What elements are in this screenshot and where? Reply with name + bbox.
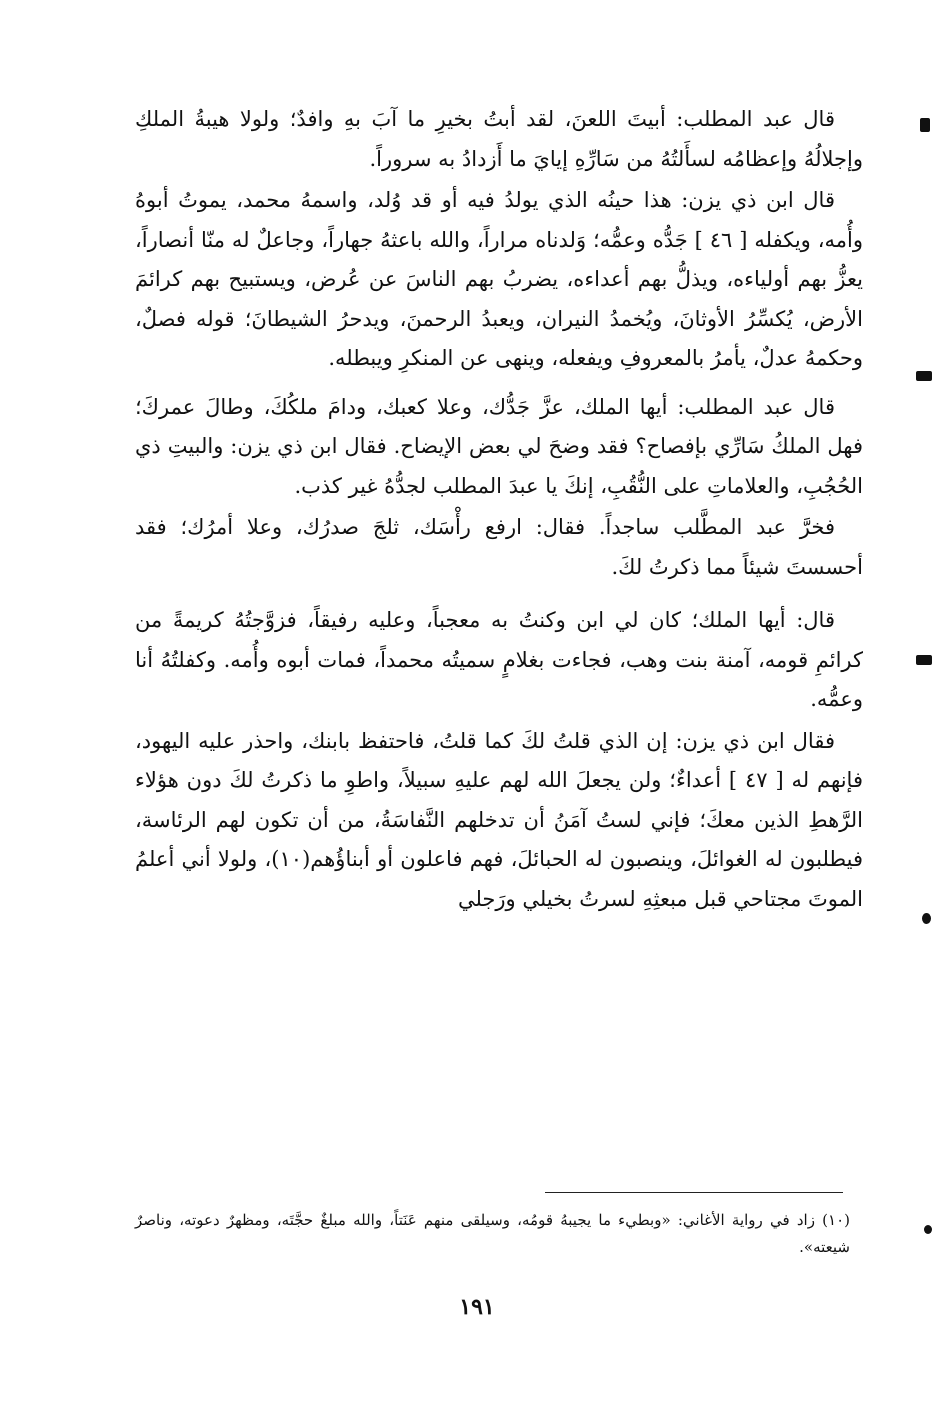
- margin-ink-mark: [924, 1225, 932, 1234]
- footnote: (١٠) زاد في رواية الأغاني: «وبطيء ما يجيبهُ قومُه، وسيلقى منهم عَنَتاً، والله مبلغٌ حجَّتَه، ومظهرٌ دعوته، وناصرٌ شيعته».: [135, 1211, 850, 1256]
- margin-ink-mark: [916, 371, 932, 381]
- page-number: ١٩١: [459, 1294, 495, 1320]
- paragraph-2: قال ابن ذي يزن: هذا حينُه الذي يولدُ فيه أو قد وُلد، واسمهُ محمد، يموتُ أبوهُ وأُمه، ويكفله [ ٤٦ ] جَدُّه وعمُّه؛ وَلدناه مراراً، والله باعثهُ جهاراً، وجاعلٌ له منّا أنصاراً، يعزُّ بهم أولياءه، ويذلُّ بهم أعداءه، يضربُ بهم الناسَ عن عُرض، ويستبيح بهم كرائمَ الأرض، يُكسِّرُ الأوثانَ، ويُخمدُ النيران، ويعبدُ الرحمنَ، ويدحرُ الشيطانَ؛ قوله فصلٌ، وحكمهُ عدلٌ، يأمرُ بالمعروفِ ويفعله، وينهى عن المنكرِ ويبطله.: [135, 188, 863, 370]
- footnote-divider: [545, 1192, 843, 1193]
- margin-ink-mark: [920, 118, 930, 132]
- paragraph-3: قال عبد المطلب: أيها الملك، عزَّ جَدُّك، وعلا كعبك، ودامَ ملكُكَ، وطالَ عمركَ؛ فهل الملكُ سَارِّي بإفصاح؟ فقد وضحَ لي بعض الإيضاح. فقال ابن ذي يزن: والبيتِ ذي الحُجُبِ، والعلاماتِ على النُّقُبِ، إنكَ يا عبدَ المطلب لجدُّهُ غير كذب.: [135, 394, 863, 498]
- margin-ink-mark: [916, 655, 932, 665]
- paragraph-5: قال: أيها الملك؛ كان لي ابن وكنتُ به معجباً، وعليه رفيقاً، فزوَّجتُهُ كريمةً من كرائمِ قومه، آمنة بنت وهب، فجاءت بغلامٍ سميتُه محمداً، فمات أبوه وأُمه. وكفلتُهُ أنا وعمُّه.: [135, 608, 863, 711]
- paragraph-6: فقال ابن ذي يزن: إن الذي قلتُ لكَ كما قلتُ، فاحتفظ بابنك، واحذر عليه اليهود، فإنهم له [ ٤٧ ] أعداءٌ؛ ولن يجعلَ الله لهم عليهِ سبيلاً، واطوِ ما ذكرتُ لكَ دون هؤلاء الرَّهطِ الذين معكَ؛ فإني لستُ آمَنُ أن تدخلهم النَّفاسَةُ، من أن تكون لهم الرئاسة، فيطلبون له الغوائلَ، وينصبون له الحبائلَ، فهم فاعلون أو أبناؤُهم(١٠)، ولولا أني أعلمُ الموتَ مجتاحي قبل مبعثِهِ لسرتُ بخيلي ورَجلي: [135, 728, 863, 911]
- main-text: [135, 100, 863, 928]
- margin-ink-mark: [922, 913, 931, 924]
- paragraph-1: قال عبد المطلب: أبيتَ اللعنَ، لقد أبتُ بخيرِ ما آبَ بهِ وافدٌ؛ ولولا هيبةُ الملكِ وإجلالُهُ وإعظامُه لسأَلتُهُ من سَارِّهِ إيايَ ما أَزدادُ به سروراً.: [135, 107, 863, 171]
- paragraph-4: فخرَّ عبد المطَّلب ساجداً. فقال: ارفع رأْسَك، ثلجَ صدرُك، وعلا أمرُك؛ فقد أحسستَ شيئاً مما ذكرتُ لكَ.: [135, 515, 863, 579]
